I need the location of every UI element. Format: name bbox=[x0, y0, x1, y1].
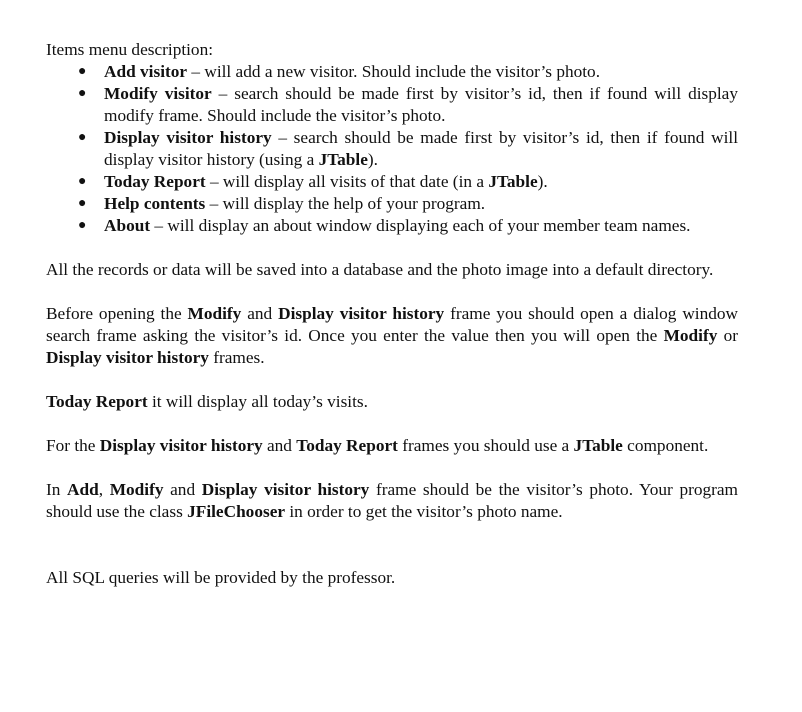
list-item bbox=[78, 83, 738, 127]
bullet-icon: ● bbox=[78, 174, 87, 189]
item-desc: – will display an about window displaying each of your member team names. bbox=[150, 216, 691, 235]
bullet-icon: ● bbox=[78, 86, 87, 101]
menu-heading: Items menu description: bbox=[46, 40, 214, 59]
item-name: Modify visitor bbox=[104, 84, 212, 103]
bullet-icon: ● bbox=[78, 218, 87, 233]
jtable-term: JTable bbox=[488, 172, 538, 191]
item-desc: – search should be made first by visitor’s id, then if found will display visitor history (using a bbox=[104, 128, 738, 169]
item-name: Display visitor history bbox=[104, 128, 272, 147]
list-item bbox=[78, 171, 738, 193]
bullet-icon: ● bbox=[78, 64, 87, 79]
item-name: Help contents bbox=[104, 194, 206, 213]
records-paragraph: All the records or data will be saved into a database and the photo image into a default directory. bbox=[46, 260, 714, 279]
list-item bbox=[78, 215, 738, 237]
photo-paragraph: In Add, Modify and Display visitor history frame should be the visitor’s photo. Your program should use the class JFileChooser in order to get the visitor’s photo name. bbox=[46, 480, 738, 521]
menu-items-list bbox=[46, 61, 738, 237]
item-name: About bbox=[104, 216, 151, 235]
today-report-paragraph: Today Report it will display all today’s visits. bbox=[46, 392, 368, 411]
item-name: Add visitor bbox=[104, 62, 188, 81]
sql-paragraph: All SQL queries will be provided by the professor. bbox=[46, 568, 396, 587]
jtable-paragraph: For the Display visitor history and Today Report frames you should use a JTable component. bbox=[46, 436, 709, 455]
jtable-term: JTable bbox=[318, 150, 368, 169]
item-desc: – search should be made first by visitor’s id, then if found will display modify frame. Should include the visitor’s photo. bbox=[104, 84, 738, 125]
item-desc-end: ). bbox=[537, 172, 548, 191]
item-desc: – will display the help of your program. bbox=[205, 194, 486, 213]
item-desc: – will display all visits of that date (in a bbox=[205, 172, 489, 191]
document-body bbox=[46, 39, 738, 589]
bullet-icon: ● bbox=[78, 196, 87, 211]
item-name: Today Report bbox=[104, 172, 206, 191]
bullet-icon: ● bbox=[78, 130, 87, 145]
item-desc-end: ). bbox=[367, 150, 378, 169]
before-opening-paragraph: Before opening the Modify and Display visitor history frame you should open a dialog window search frame asking the visitor’s id. Once you enter the value then you will open the Modify or Display visitor history frames. bbox=[46, 304, 739, 367]
item-desc: – will add a new visitor. Should include the visitor’s photo. bbox=[187, 62, 601, 81]
list-item bbox=[78, 127, 738, 171]
list-item bbox=[78, 61, 738, 83]
list-item bbox=[78, 193, 738, 215]
